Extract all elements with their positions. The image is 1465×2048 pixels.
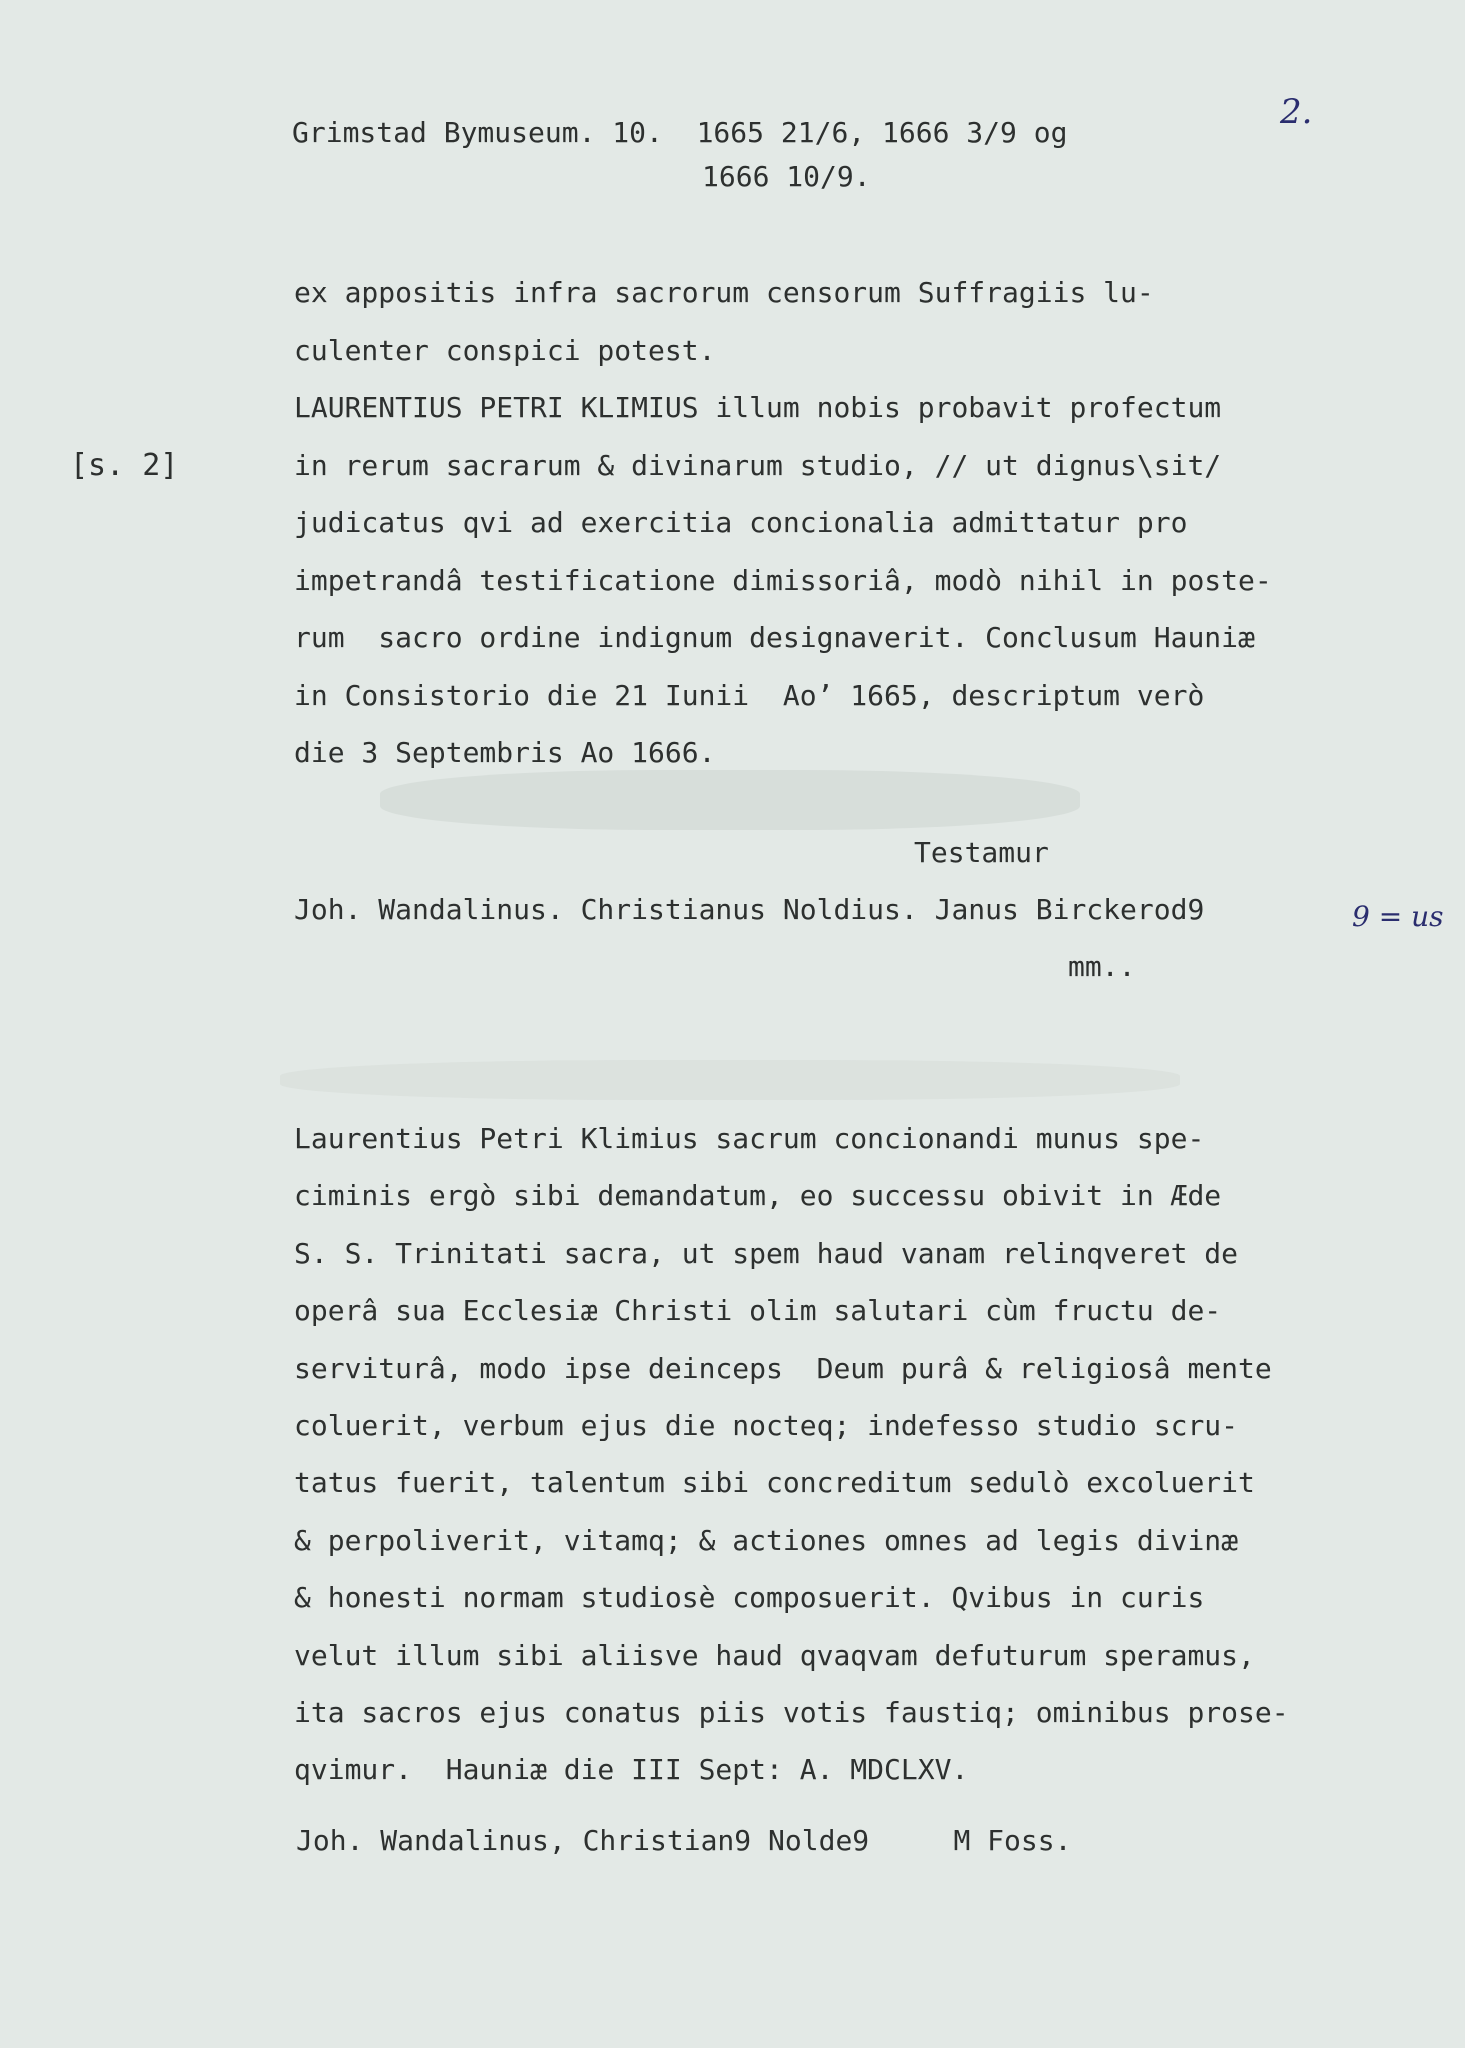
text-line: & perpoliverit, vitamq; & actiones omnes ad legis divinæ: [294, 1523, 1239, 1557]
text-line: serviturâ, modo ipse deinceps Deum purâ & religiosâ mente: [294, 1351, 1272, 1385]
text-line: coluerit, verbum ejus die nocteq; indefesso studio scru-: [294, 1409, 1239, 1442]
signatures-line-2: Joh. Wandalinus, Christian9 Nolde9 M Foss.: [296, 1824, 1072, 1857]
text-line: judicatus qvi ad exercitia concionalia admittatur pro: [294, 506, 1188, 539]
text-line: ciminis ergò sibi demandatum, eo successu obivit in Æde: [294, 1179, 1222, 1213]
text-line: velut illum sibi aliisve haud qvaqvam defuturum speramus,: [294, 1638, 1255, 1672]
text-line: in Consistorio die 21 Iunii Ao’ 1665, descriptum verò: [294, 678, 1205, 712]
text-line: in rerum sacrarum & divinarum studio, // ut dignus\sit/: [294, 448, 1222, 482]
text-line: culenter conspici potest.: [294, 333, 716, 367]
text-line: ex appositis infra sacrorum censorum Suffragiis lu-: [294, 276, 1154, 309]
text-line: impetrandâ testificatione dimissoriâ, modò nihil in poste-: [294, 563, 1272, 597]
paper-smudge: [380, 770, 1080, 830]
signatures-line-1: Joh. Wandalinus. Christianus Noldius. Janus Birckerod9: [294, 893, 1205, 926]
testamur: Testamur: [914, 836, 1049, 869]
text-line: ita sacros ejus conatus piis votis faustiq; ominibus prose-: [294, 1696, 1289, 1729]
paper-smudge: [280, 1060, 1180, 1100]
margin-note-right: 9 = us: [1352, 900, 1444, 933]
margin-label: [s. 2]: [70, 448, 179, 483]
text-line: S. S. Trinitati sacra, ut spem haud vanam relinqveret de: [294, 1236, 1239, 1270]
text-line: rum sacro ordine indignum designaverit. Conclusum Hauniæ: [294, 621, 1255, 654]
text-line: die 3 Septembris Ao 1666.: [294, 736, 716, 769]
mm-abbreviation: mm..: [1068, 950, 1136, 983]
header-line-2: 1666 10/9.: [702, 160, 871, 193]
text-line: & honesti normam studiosè composuerit. Qvibus in curis: [294, 1581, 1205, 1615]
header-line-1: Grimstad Bymuseum. 10. 1665 21/6, 1666 3/9 og: [292, 116, 1068, 149]
page-number: 2.: [1280, 92, 1313, 132]
text-line: Laurentius Petri Klimius sacrum concionandi munus spe-: [294, 1122, 1205, 1155]
text-line: operâ sua Ecclesiæ Christi olim salutari cùm fructu de-: [294, 1294, 1222, 1328]
text-line: tatus fuerit, talentum sibi concreditum sedulò excoluerit: [294, 1466, 1255, 1500]
text-line: LAURENTIUS PETRI KLIMIUS illum nobis probavit profectum: [294, 391, 1222, 424]
text-line: qvimur. Hauniæ die III Sept: A. MDCLXV.: [294, 1753, 969, 1787]
